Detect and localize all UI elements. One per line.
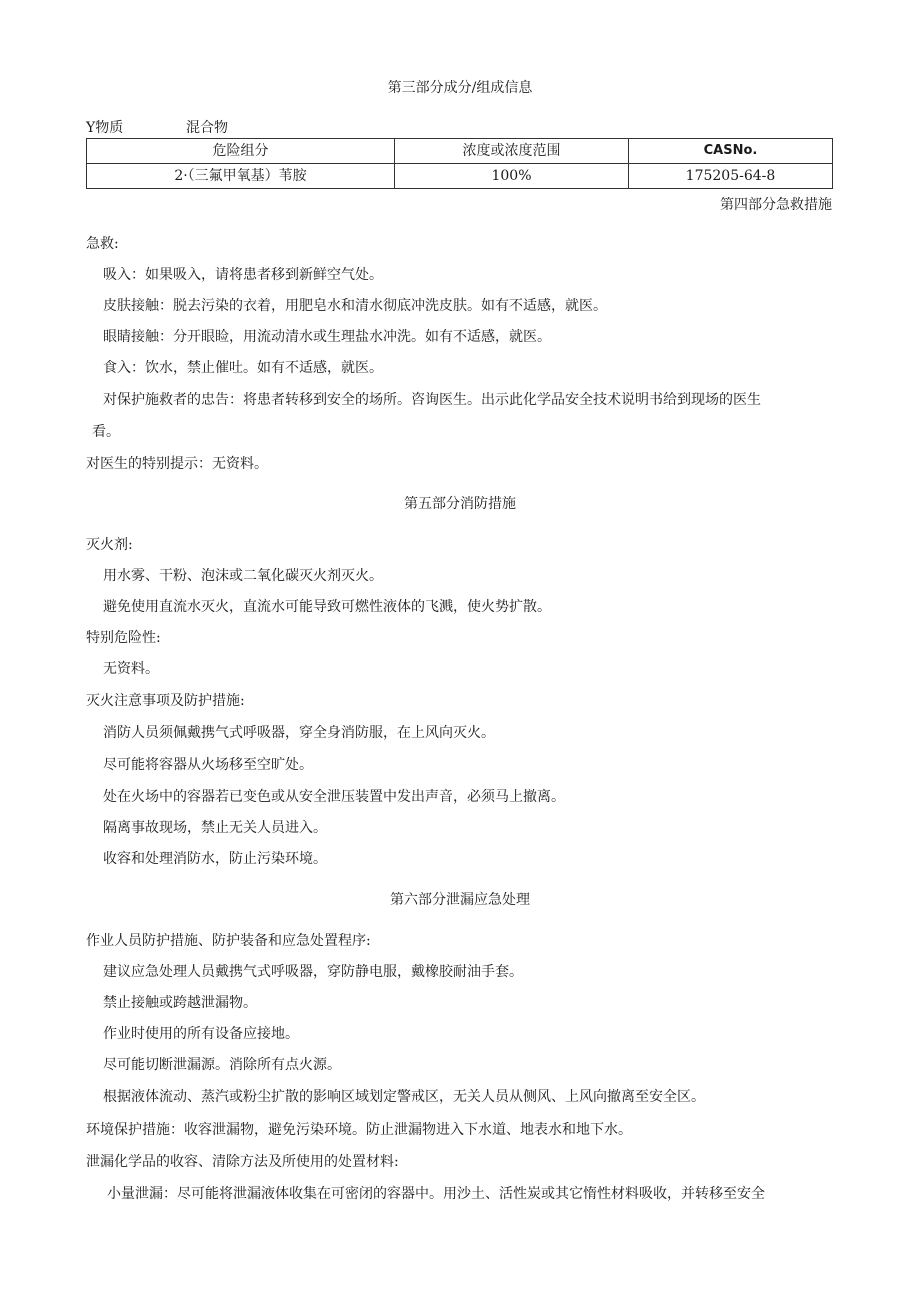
table-header-cell: CASNo. xyxy=(629,139,833,164)
cleanup-method-label: 泄漏化学品的收容、清除方法及所使用的处置材料: xyxy=(86,1154,399,1170)
personnel-protection-item: 建议应急处理人员戴携气式呼吸器，穿防静电服，戴橡胶耐油手套。 xyxy=(103,964,523,980)
table-header-row xyxy=(87,139,833,164)
first-aid-item-continued: 看。 xyxy=(92,424,120,440)
table-header-cell: 危险组分 xyxy=(87,139,395,164)
firefighting-precaution-item: 收容和处理消防水，防止污染环境。 xyxy=(103,851,327,867)
personnel-protection-item: 根据液体流动、蒸汽或粉尘扩散的影响区域划定警戒区，无关人员从侧风、上风向撤离至安全区。 xyxy=(103,1089,705,1105)
first-aid-item: 眼睛接触：分开眼睑，用流动清水或生理盐水冲洗。如有不适感，就医。 xyxy=(103,329,551,345)
table-cell: 2·（三氟甲氧基）苇胺 xyxy=(87,164,395,189)
extinguishing-agent-item: 用水雾、干粉、泡沫或二氧化碳灭火剂灭火。 xyxy=(103,568,383,584)
extinguishing-agent-item: 避免使用直流水灭火，直流水可能导致可燃性液体的飞溅，使火势扩散。 xyxy=(103,599,551,615)
extinguishing-agent-label: 灭火剂: xyxy=(86,537,133,553)
personnel-protection-item: 作业时使用的所有设备应接地。 xyxy=(103,1026,299,1042)
first-aid-item: 吸入：如果吸入，请将患者移到新鲜空气处。 xyxy=(103,267,383,283)
personnel-protection-label: 作业人员防护措施、防护装备和应急处置程序: xyxy=(86,933,371,949)
doctor-note: 对医生的特别提示：无资料。 xyxy=(86,456,268,472)
special-hazard-label: 特别危险性: xyxy=(86,630,161,646)
substance-label: Y物质 xyxy=(86,120,124,136)
personnel-protection-item: 尽可能切断泄漏源。消除所有点火源。 xyxy=(103,1057,341,1073)
section3-title: 第三部分成分/组成信息 xyxy=(387,80,533,96)
firefighting-precaution-item: 处在火场中的容器若已变色或从安全泄压装置中发出声音，必须马上撤离。 xyxy=(103,789,565,805)
section5-title: 第五部分消防措施 xyxy=(404,496,516,512)
section4-title: 第四部分急救措施 xyxy=(720,197,832,213)
composition-table xyxy=(86,138,833,189)
personnel-protection-item: 禁止接触或跨越泄漏物。 xyxy=(103,995,257,1011)
first-aid-item: 对保护施救者的忠告：将患者转移到安全的场所。咨询医生。出示此化学品安全技术说明书给到现场的医生 xyxy=(103,392,761,408)
firefighting-precaution-item: 消防人员须佩戴携气式呼吸器，穿全身消防服，在上风向灭火。 xyxy=(103,725,495,741)
cleanup-method-item: 小量泄漏：尽可能将泄漏液体收集在可密闭的容器中。用沙土、活性炭或其它惰性材料吸收，并转移至安全 xyxy=(107,1186,765,1202)
firefighting-precaution-item: 尽可能将容器从火场移至空旷处。 xyxy=(103,757,313,773)
table-cell: 100% xyxy=(395,164,629,189)
section6-title: 第六部分泄漏应急处理 xyxy=(390,892,530,908)
firefighting-precaution-label: 灭火注意事项及防护措施: xyxy=(86,693,245,709)
special-hazard-item: 无资料。 xyxy=(103,661,159,677)
first-aid-item: 皮肤接触：脱去污染的衣着，用肥皂水和清水彻底冲洗皮肤。如有不适感，就医。 xyxy=(103,298,607,314)
table-cell: 175205-64-8 xyxy=(629,164,833,189)
environmental-protection-note: 环境保护措施：收容泄漏物，避免污染环境。防止泄漏物进入下水道、地表水和地下水。 xyxy=(86,1122,632,1138)
table-row xyxy=(87,164,833,189)
first-aid-item: 食入：饮水，禁止催吐。如有不适感，就医。 xyxy=(103,360,383,376)
firefighting-precaution-item: 隔离事故现场，禁止无关人员进入。 xyxy=(103,820,327,836)
first-aid-label: 急救: xyxy=(86,236,119,252)
substance-value: 混合物 xyxy=(186,120,228,136)
table-header-cell: 浓度或浓度范围 xyxy=(395,139,629,164)
